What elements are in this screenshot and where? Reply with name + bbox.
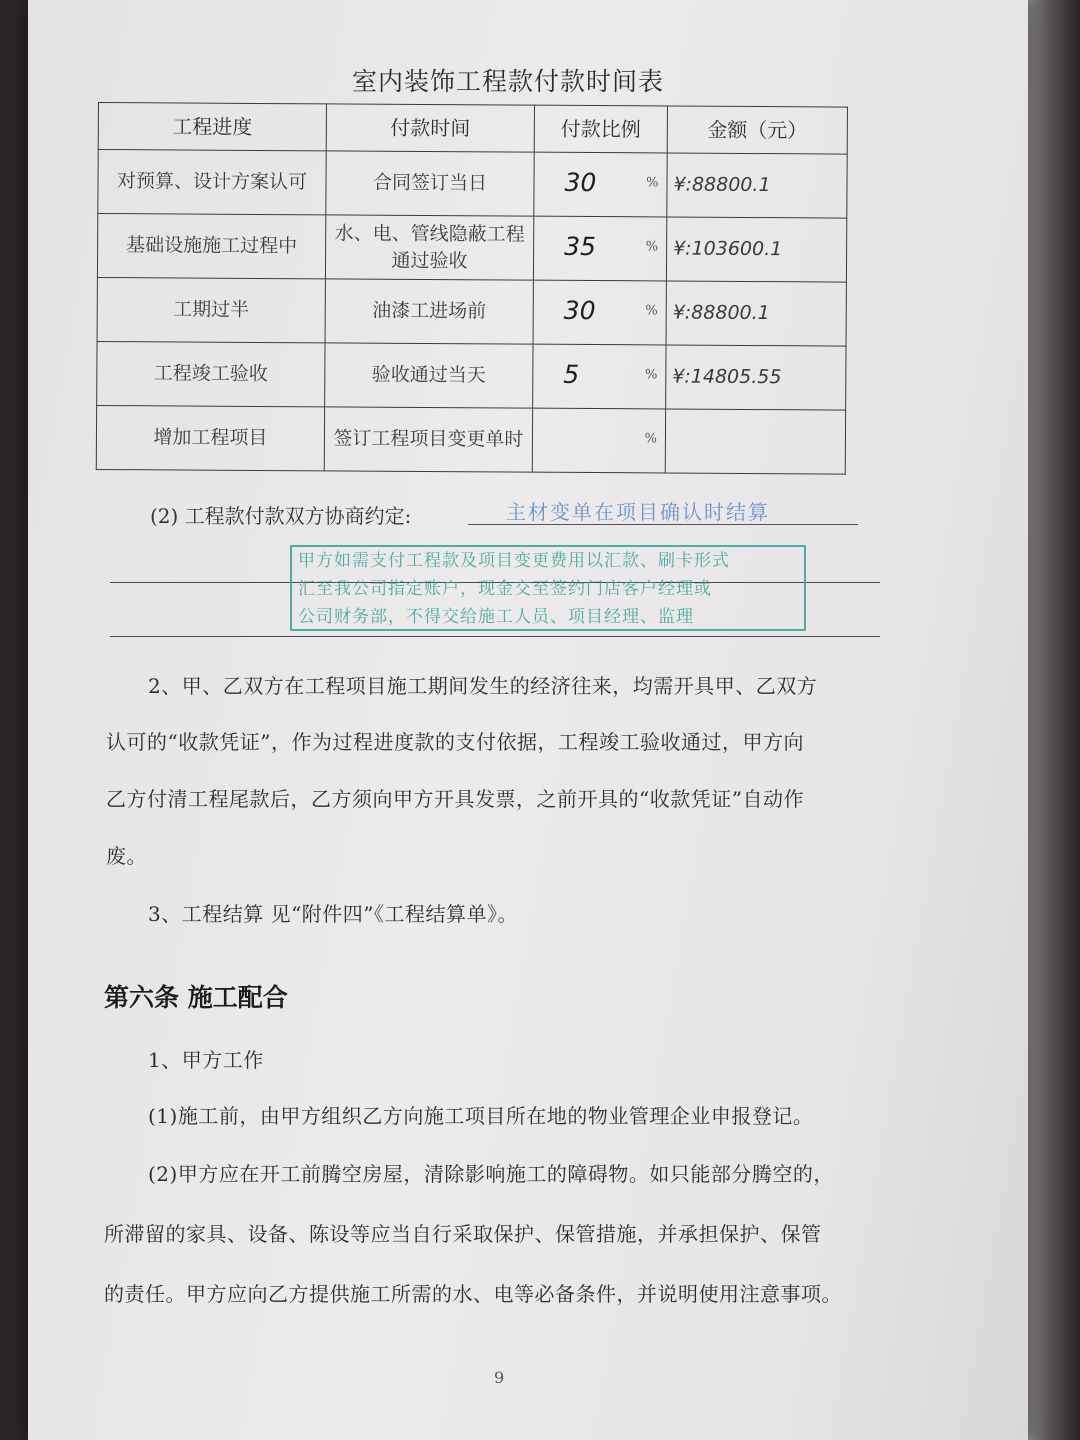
- document-page: [28, 0, 1028, 1440]
- table-header-row: [98, 103, 847, 155]
- table-row: [97, 277, 846, 346]
- table-row: [97, 214, 846, 283]
- time-cell: 签订工程项目变更单时: [324, 407, 532, 472]
- amount-cell: [665, 409, 845, 474]
- amount-cell: ¥:88800.1: [667, 153, 847, 218]
- table-row: [96, 405, 845, 474]
- agreement-handwritten-text: 主材变单在项目确认时结算: [506, 500, 770, 524]
- stage-cell: 工期过半: [97, 277, 325, 342]
- ratio-value: 30: [563, 295, 596, 326]
- time-cell: 水、电、管线隐蔽工程通过验收: [325, 215, 533, 280]
- payment-schedule-table: [96, 102, 848, 475]
- ratio-value: 5: [563, 359, 580, 389]
- section-6-item: (2)甲方应在开工前腾空房屋，清除影响施工的障碍物。如只能部分腾空的，: [148, 1162, 834, 1186]
- ratio-cell: [534, 152, 667, 217]
- stage-cell: 对预算、设计方案认可: [98, 150, 326, 215]
- clause-2-line: 2、甲、乙双方在工程项目施工期间发生的经济往来，均需开具甲、乙双方: [148, 674, 818, 698]
- section-6-item: 的责任。甲方应向乙方提供施工所需的水、电等必备条件，并说明使用注意事项。: [104, 1282, 842, 1306]
- stage-cell: 增加工程项目: [96, 405, 324, 470]
- stamp-line: 汇至我公司指定账户，现金交至签约门店客户经理或: [298, 579, 712, 599]
- section-6-subheading: 1、甲方工作: [148, 1048, 264, 1072]
- section-6-item: (1)施工前，由甲方组织乙方向施工项目所在地的物业管理企业申报登记。: [148, 1104, 814, 1128]
- payment-notice-stamp: [290, 545, 806, 631]
- stamp-line: 公司财务部，不得交给施工人员、项目经理、监理: [298, 607, 694, 627]
- ratio-cell: [532, 408, 665, 473]
- table-row: [98, 150, 847, 219]
- percent-sign: %: [644, 431, 657, 447]
- ratio-value: 30: [564, 167, 597, 198]
- percent-sign: %: [645, 303, 658, 319]
- stage-cell: 工程竣工验收: [97, 341, 325, 406]
- amount-cell: ¥:14805.55: [666, 345, 846, 410]
- stamp-line: 甲方如需支付工程款及项目变更费用以汇款、刷卡形式: [298, 551, 730, 571]
- table-row: [97, 341, 846, 410]
- clause-2-line: 废。: [106, 844, 147, 868]
- clause-2-line: 乙方付清工程尾款后，乙方须向甲方开具发票，之前开具的“收款凭证”自动作: [106, 787, 804, 811]
- stage-cell: 基础设施施工过程中: [97, 214, 325, 279]
- binder-edge: [1028, 0, 1080, 1440]
- document-title: 室内装饰工程款付款时间表: [351, 67, 664, 96]
- time-cell: 合同签订当日: [326, 151, 534, 216]
- ratio-cell: [533, 344, 666, 409]
- blank-line: [110, 636, 880, 637]
- amount-cell: ¥:88800.1: [666, 281, 846, 346]
- time-cell: 验收通过当天: [325, 343, 533, 408]
- header-time: 付款时间: [326, 104, 534, 152]
- section-6-item: 所滞留的家具、设备、陈设等应当自行采取保护、保管措施，并承担保护、保管: [104, 1222, 822, 1246]
- header-ratio: 付款比例: [534, 105, 667, 153]
- percent-sign: %: [646, 175, 659, 191]
- header-stage: 工程进度: [98, 103, 326, 151]
- page-number: 9: [494, 1368, 505, 1387]
- percent-sign: %: [644, 367, 658, 383]
- payment-agreement-label: (2) 工程款付款双方协商约定:: [150, 504, 412, 528]
- percent-sign: %: [645, 239, 659, 255]
- clause-2-line: 认可的“收款凭证”，作为过程进度款的支付依据，工程竣工验收通过，甲方向: [106, 730, 804, 754]
- ratio-value: 35: [564, 231, 597, 262]
- clause-3: 3、工程结算 见“附件四”《工程结算单》。: [148, 902, 519, 926]
- ratio-cell: [533, 280, 666, 345]
- section-6-heading: 第六条 施工配合: [104, 983, 288, 1012]
- header-amount: 金额（元）: [667, 106, 847, 154]
- amount-cell: ¥:103600.1: [666, 217, 846, 282]
- time-cell: 油漆工进场前: [325, 279, 533, 344]
- ratio-cell: [533, 216, 666, 281]
